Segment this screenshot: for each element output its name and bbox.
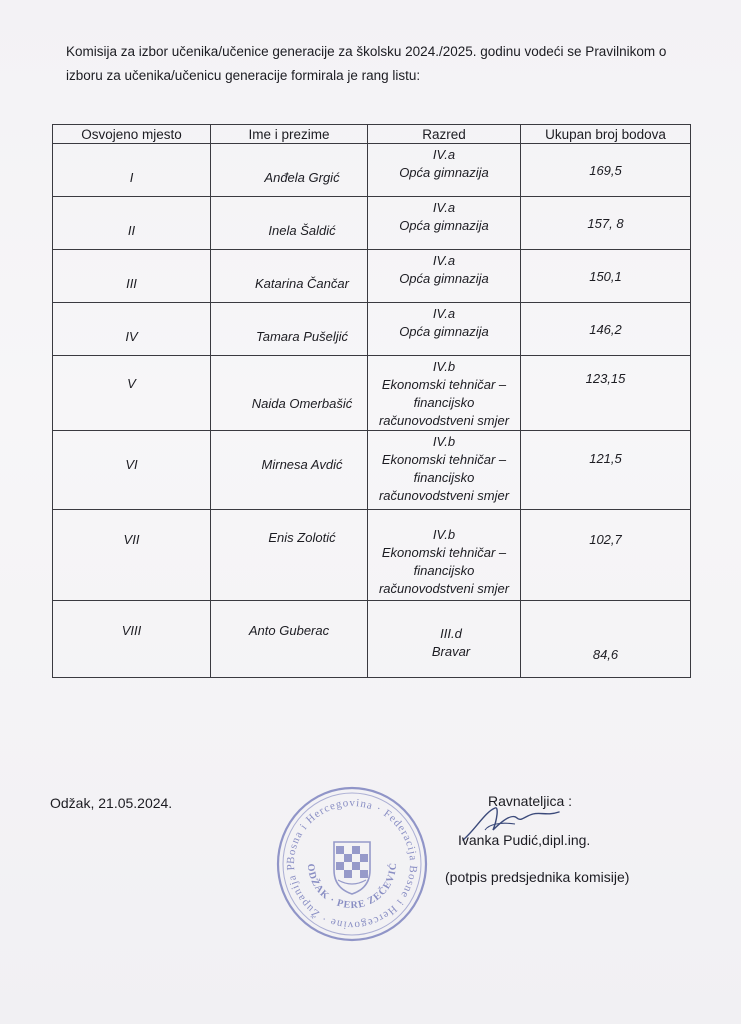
header-points: Ukupan broj bodova [521,125,691,144]
class-line: računovodstveni smjer [378,488,510,503]
table-row [53,601,691,678]
class-line: IV.a [432,147,456,162]
class-line: IV.b [432,359,456,374]
class-line: financijsko [413,470,475,485]
class-cell [368,250,520,288]
school-stamp [274,784,430,949]
place-cell: V [127,376,136,391]
table-row [53,144,691,197]
coat-of-arms-icon [334,842,370,894]
place-cell: VII [123,532,140,547]
name-cell: Naida Omerbašić [251,396,353,411]
place-cell: VI [125,457,138,472]
class-line: IV.a [432,306,456,321]
class-line: Ekonomski tehničar – [381,545,507,560]
intro-text [66,40,706,88]
points-cell: 169,5 [589,163,622,178]
place-date: Odžak, 21.05.2024. [50,795,173,811]
class-cell [368,303,520,341]
table-row [53,431,691,510]
class-cell [368,510,520,598]
stamp-inner-text: ODŽAK · PERE ZEČEVIĆ [304,861,400,912]
place-cell: IV [125,329,138,344]
class-line: Opća gimnazija [399,271,489,286]
class-line: Ekonomski tehničar – [381,377,507,392]
class-cell [368,431,520,505]
intro-line-1: Komisija za izbor učenika/učenice generacije za školsku 2024./2025. godinu vodeći se Pravilnikom o [66,44,667,59]
name-cell: Katarina Čančar [255,276,349,291]
class-line: III.d [440,626,462,641]
points-cell: 146,2 [589,322,622,337]
class-line: Opća gimnazija [399,165,489,180]
points-cell: 150,1 [589,269,622,284]
class-line: Ekonomski tehničar – [381,452,507,467]
signer-name: Ivanka Pudić,dipl.ing. [458,832,591,848]
class-line: IV.a [432,253,456,268]
intro-line-2: izboru za učenika/učenicu generacije formirala je rang listu: [66,68,421,83]
name-cell: Tamara Pušeljić [255,329,348,344]
header-place: Osvojeno mjesto [53,125,211,144]
class-cell [368,197,520,235]
name-cell: Mirnesa Avdić [261,457,343,472]
name-cell: Anđela Grgić [264,170,340,185]
class-line: računovodstveni smjer [378,413,510,428]
place-cell: III [126,276,137,291]
table-row [53,303,691,356]
points-cell: 121,5 [589,451,622,466]
class-line: financijsko [413,563,475,578]
points-cell: 157, 8 [587,216,624,231]
stamp-seal-icon [274,784,430,944]
name-cell: Anto Guberac [248,623,330,638]
class-line: financijsko [413,395,475,410]
table-row [53,250,691,303]
table-row [53,356,691,431]
class-line: IV.b [432,527,456,542]
class-line: Opća gimnazija [399,218,489,233]
class-line: računovodstveni smjer [378,581,510,596]
place-cell: VIII [121,623,142,638]
place-cell: I [129,170,134,185]
points-cell: 102,7 [589,532,622,547]
place-cell: II [127,223,136,238]
class-cell [368,356,520,430]
class-line: IV.b [432,434,456,449]
points-cell: 84,6 [592,647,619,662]
table-header-row [53,125,691,144]
header-class: Razred [368,125,521,144]
class-cell [368,601,520,661]
class-line: Bravar [431,644,471,659]
class-line: IV.a [432,200,456,215]
name-cell: Inela Šaldić [268,223,336,238]
signer-note: (potpis predsjednika komisije) [445,869,630,885]
stamp-ring-text: Bosna i Hercegovina · Federacija Bosne i Hercegovine · Županija P [284,796,420,932]
header-name: Ime i prezime [211,125,368,144]
rank-table [52,124,691,678]
table-row [53,197,691,250]
class-cell [368,144,520,182]
class-line: Opća gimnazija [399,324,489,339]
name-cell: Enis Zolotić [268,530,336,545]
points-cell: 123,15 [585,371,626,386]
signer-title: Ravnateljica : [488,793,573,809]
table-row [53,510,691,601]
